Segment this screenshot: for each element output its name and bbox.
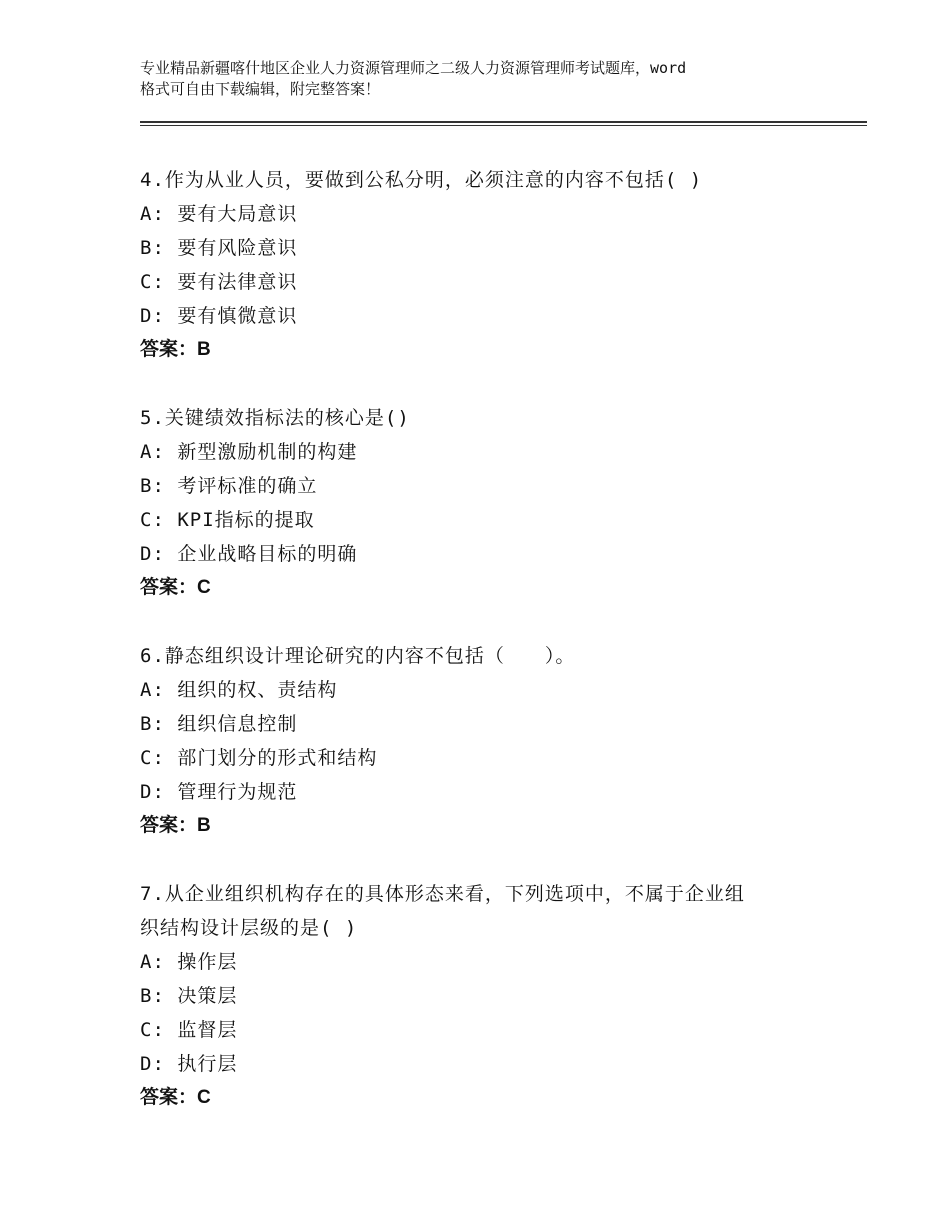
option-c: C: KPI指标的提取 [140, 509, 315, 531]
header-line-2: 格式可自由下载编辑，附完整答案！ [140, 80, 381, 98]
option-a: A: 新型激励机制的构建 [140, 441, 358, 463]
answer: 答案：B [140, 815, 211, 836]
question-text-line-1: 7.从企业组织机构存在的具体形态来看，下列选项中，不属于企业组 [140, 883, 745, 905]
option-c: C: 要有法律意识 [140, 271, 298, 293]
question-5 [140, 401, 840, 605]
option-a: A: 组织的权、责结构 [140, 679, 338, 701]
question-list [140, 163, 840, 1149]
question-4 [140, 163, 840, 367]
document-header [140, 58, 840, 100]
option-b: B: 要有风险意识 [140, 237, 298, 259]
question-text: 5.关键绩效指标法的核心是() [140, 407, 410, 429]
question-6 [140, 639, 840, 843]
header-divider-thin [140, 125, 867, 126]
header-divider-thick [140, 121, 867, 123]
option-d: D: 企业战略目标的明确 [140, 543, 358, 565]
option-b: B: 决策层 [140, 985, 238, 1007]
option-d: D: 管理行为规范 [140, 781, 298, 803]
answer: 答案：B [140, 339, 211, 360]
option-b: B: 组织信息控制 [140, 713, 298, 735]
option-c: C: 部门划分的形式和结构 [140, 747, 378, 769]
question-text: 4.作为从业人员，要做到公私分明，必须注意的内容不包括( ) [140, 169, 703, 191]
option-a: A: 要有大局意识 [140, 203, 298, 225]
option-b: B: 考评标准的确立 [140, 475, 318, 497]
option-c: C: 监督层 [140, 1019, 238, 1041]
header-line-1: 专业精品新疆喀什地区企业人力资源管理师之二级人力资源管理师考试题库，word [140, 59, 687, 77]
answer: 答案：C [140, 1087, 211, 1108]
question-7 [140, 877, 840, 1115]
option-d: D: 要有慎微意识 [140, 305, 298, 327]
option-d: D: 执行层 [140, 1053, 238, 1075]
answer: 答案：C [140, 577, 211, 598]
question-text-line-2: 织结构设计层级的是( ) [140, 917, 358, 939]
question-text: 6.静态组织设计理论研究的内容不包括（ ）。 [140, 645, 576, 667]
option-a: A: 操作层 [140, 951, 238, 973]
